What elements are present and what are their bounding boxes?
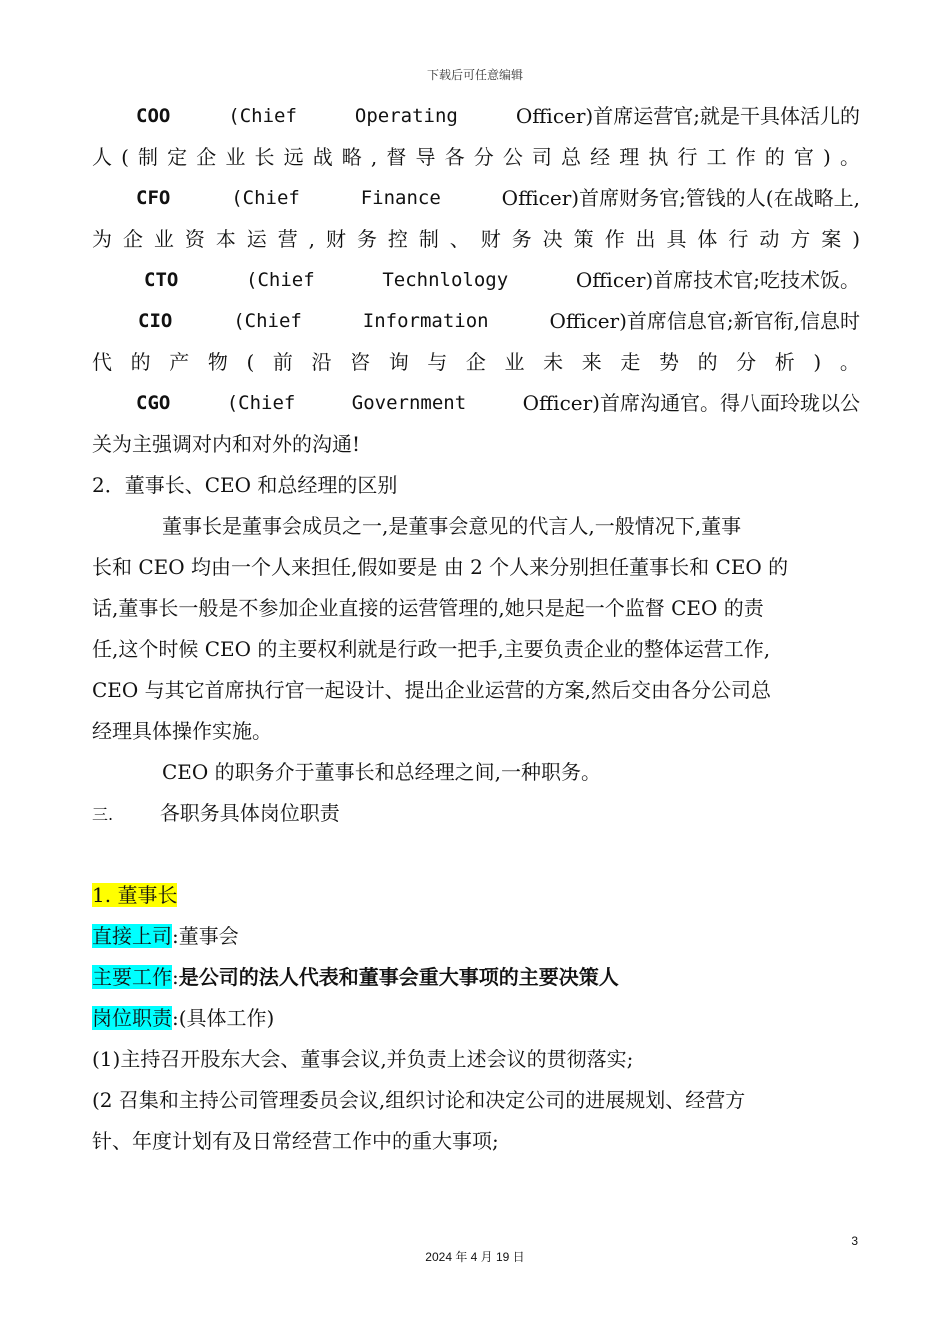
spaced-char: 来: [581, 350, 602, 374]
spaced-char: 作: [604, 227, 625, 251]
spaced-char: ,: [308, 227, 316, 251]
spaced-char: 为: [92, 227, 112, 251]
spaced-char: 走: [620, 350, 641, 374]
duty-row: [92, 998, 860, 1039]
spaced-char: 营: [277, 227, 298, 251]
spaced-char: 财: [480, 227, 501, 251]
spaced-char: 未: [543, 350, 564, 374]
spaced-char: 具: [666, 227, 687, 251]
spaced-char: 督: [386, 145, 407, 169]
role-part: (Chief: [233, 310, 302, 332]
spaced-char: (: [246, 350, 255, 374]
spaced-char: 公: [502, 145, 523, 169]
spaced-char: 代: [92, 350, 112, 374]
spaced-char: 行: [677, 145, 698, 169]
role-cfo-line2: [92, 219, 860, 260]
role-part: Government: [351, 392, 467, 414]
role-part: Officer)首席运营官;就是干具体活儿的: [515, 104, 860, 128]
paragraph-line: CEO 的职务介于董事长和总经理之间,一种职务。: [162, 760, 602, 784]
page-header: 下载后可任意编辑: [426, 68, 523, 82]
spaced-char: 制: [138, 145, 159, 169]
role-part: Officer)首席技术官;吃技术饭。: [575, 268, 860, 292]
role-cio-line2: [92, 342, 860, 383]
document-body: [92, 96, 860, 1162]
spaced-char: 前: [272, 350, 293, 374]
spaced-char: 沿: [311, 350, 332, 374]
spaced-char: 体: [697, 227, 718, 251]
spaced-char: 司: [531, 145, 552, 169]
role-abbr: CFO: [136, 187, 171, 209]
paragraph-line: 长和 CEO 均由一个人来担任,假如要是 由 2 个人来分别担任董事长和 CEO 的: [92, 555, 789, 579]
role-part: (Chief: [226, 392, 296, 414]
spaced-char: 理: [619, 145, 640, 169]
spaced-char: 行: [728, 227, 749, 251]
section-2-heading: 2．董事长、CEO 和总经理的区别: [92, 473, 398, 497]
spaced-char: 策: [573, 227, 594, 251]
spaced-char: 物: [207, 350, 228, 374]
spaced-char: 与: [427, 350, 448, 374]
spaced-char: 远: [283, 145, 304, 169]
spaced-char: 定: [167, 145, 188, 169]
role-part: Information: [362, 310, 489, 332]
spaced-char: ): [852, 227, 860, 251]
spaced-char: 业: [504, 350, 525, 374]
main-work-sep: :: [172, 965, 179, 989]
chairman-title-text: 1. 董事长: [92, 883, 178, 907]
superior-value: :董事会: [172, 924, 239, 948]
role-part: Officer)首席财务官;管钱的人(在战略上,: [501, 186, 860, 210]
role-coo-line1: [92, 96, 860, 137]
spaced-char: 。: [839, 145, 860, 169]
spaced-char: ): [813, 350, 822, 374]
role-coo-line2: [92, 137, 860, 178]
spaced-char: 控: [387, 227, 408, 251]
spaced-char: 动: [759, 227, 780, 251]
role-part: Technlology: [382, 269, 509, 291]
section-3-heading: [92, 793, 860, 834]
duty-label: 岗位职责: [92, 1006, 172, 1030]
role-abbr: CGO: [136, 392, 171, 414]
spaced-char: 官: [793, 145, 814, 169]
spaced-char: 的: [130, 350, 151, 374]
spaced-char: 案: [821, 227, 842, 251]
paragraph-line: 任,这个时候 CEO 的主要权利就是行政一把手,主要负责企业的整体运营工作,: [92, 637, 771, 661]
spaced-char: 财: [325, 227, 346, 251]
spaced-char: 咨: [350, 350, 371, 374]
role-abbr: COO: [136, 105, 171, 127]
duty-item: (1)主持召开股东大会、董事会议,并负责上述会议的贯彻落实;: [92, 1047, 634, 1071]
role-cto-line1: [92, 260, 860, 301]
spaced-char: 企: [465, 350, 486, 374]
section-number: 三.: [92, 805, 114, 824]
spaced-char: 战: [312, 145, 333, 169]
spaced-char: 分: [473, 145, 494, 169]
spaced-char: 企: [122, 227, 143, 251]
role-cgo-line2: 关为主强调对内和对外的沟通!: [92, 432, 361, 456]
spaced-char: 经: [590, 145, 611, 169]
spaced-char: 。: [839, 350, 860, 374]
paragraph-line: 话,董事长一般是不参加企业直接的运营管理的,她只是起一个监督 CEO 的责: [92, 596, 764, 620]
role-part: (Chief: [231, 187, 300, 209]
spaced-char: 的: [764, 145, 785, 169]
blank-line: [92, 834, 860, 875]
spaced-char: 决: [542, 227, 563, 251]
spaced-char: 本: [215, 227, 236, 251]
spaced-char: 导: [415, 145, 436, 169]
role-part: Officer)首席沟通官。得八面玲珑以公: [522, 391, 860, 415]
spaced-char: 运: [246, 227, 267, 251]
spaced-char: 企: [196, 145, 217, 169]
spaced-char: 析: [774, 350, 795, 374]
chairman-title: [92, 875, 860, 916]
page-number: 3: [851, 1234, 858, 1248]
spaced-char: 作: [735, 145, 756, 169]
superior-label: 直接上司: [92, 924, 172, 948]
superior-row: [92, 916, 860, 957]
role-abbr: CIO: [138, 310, 173, 332]
spaced-char: 总: [561, 145, 582, 169]
spaced-char: 人: [92, 145, 112, 169]
role-cgo-line1: [92, 383, 860, 424]
paragraph-line: CEO 与其它首席执行官一起设计、提出企业运营的方案,然后交由各分公司总: [92, 678, 772, 702]
paragraph-line: 经理具体操作实施。: [92, 719, 272, 743]
spaced-char: 执: [648, 145, 669, 169]
spaced-char: 方: [790, 227, 811, 251]
role-abbr: CTO: [144, 269, 179, 291]
role-part: Finance: [360, 187, 441, 209]
spaced-char: 询: [388, 350, 409, 374]
spaced-char: 的: [697, 350, 718, 374]
spaced-char: 略: [341, 145, 362, 169]
duty-value: :(具体工作): [172, 1006, 275, 1030]
spaced-char: 势: [658, 350, 679, 374]
spaced-char: 资: [184, 227, 205, 251]
spaced-char: 分: [736, 350, 757, 374]
spaced-char: ): [823, 145, 831, 169]
spaced-char: 务: [356, 227, 377, 251]
role-part: (Chief: [246, 269, 315, 291]
spaced-char: ,: [370, 145, 378, 169]
spaced-char: 工: [706, 145, 727, 169]
page-footer-date: 2024 年 4 月 19 日: [425, 1250, 525, 1264]
spaced-char: 务: [511, 227, 532, 251]
role-part: Officer)首席信息官;新官衔,信息时: [549, 309, 860, 333]
spaced-char: 、: [449, 227, 470, 251]
spaced-char: (: [121, 145, 129, 169]
spaced-char: 产: [169, 350, 190, 374]
spaced-char: 长: [254, 145, 275, 169]
role-cio-line1: [92, 301, 860, 342]
spaced-char: 制: [418, 227, 439, 251]
main-work-row: [92, 957, 860, 998]
main-work-value: 是公司的法人代表和董事会重大事项的主要决策人: [178, 965, 619, 989]
main-work-label: 主要工作: [92, 965, 172, 989]
duty-item: 针、年度计划有及日常经营工作中的重大事项;: [92, 1129, 499, 1153]
spaced-char: 出: [635, 227, 656, 251]
spaced-char: 业: [153, 227, 174, 251]
spaced-char: 各: [444, 145, 465, 169]
paragraph-line: 董事长是董事会成员之一,是董事会意见的代言人,一般情况下,董事: [162, 514, 742, 538]
section-title: 各职务具体岗位职责: [159, 801, 340, 825]
duty-item: (2 召集和主持公司管理委员会议,组织讨论和决定公司的进展规划、经营方: [92, 1088, 746, 1112]
role-part: (Chief: [228, 105, 297, 127]
role-cfo-line1: [92, 178, 860, 219]
role-part: Operating: [354, 105, 458, 127]
spaced-char: 业: [225, 145, 246, 169]
